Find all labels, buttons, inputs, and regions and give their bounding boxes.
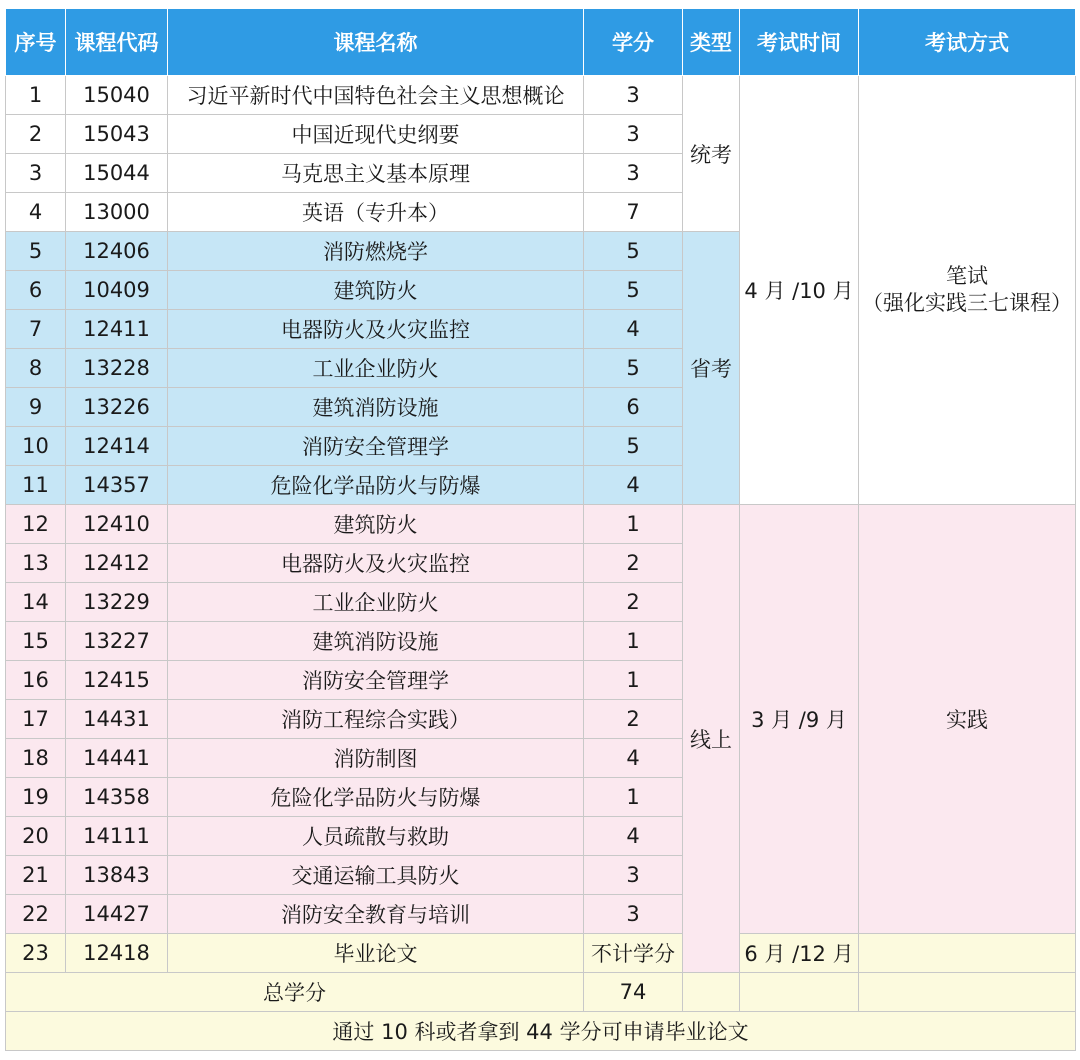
cell-name: 消防工程综合实践）: [168, 700, 584, 739]
cell-no: 19: [6, 778, 66, 817]
cell-credit: 2: [584, 544, 683, 583]
cell-code: 13843: [66, 856, 168, 895]
time-practice-cell: 3 月 /9 月: [740, 505, 859, 934]
cell-code: 14111: [66, 817, 168, 856]
cell-code: 14441: [66, 739, 168, 778]
cell-name: 电器防火及火灾监控: [168, 310, 584, 349]
table-row: [6, 76, 1076, 115]
total-empty-method: [859, 973, 1076, 1012]
cell-credit: 3: [584, 154, 683, 193]
cell-name: 消防安全管理学: [168, 661, 584, 700]
cell-code: 10409: [66, 271, 168, 310]
total-label: 总学分: [6, 973, 584, 1012]
cell-credit: 1: [584, 622, 683, 661]
total-value: 74: [584, 973, 683, 1012]
cell-code: 12415: [66, 661, 168, 700]
cell-credit: 3: [584, 76, 683, 115]
header-type: 类型: [683, 9, 740, 76]
header-name: 课程名称: [168, 9, 584, 76]
header-code: 课程代码: [66, 9, 168, 76]
cell-code: 14427: [66, 895, 168, 934]
cell-credit: 1: [584, 661, 683, 700]
cell-code: 15043: [66, 115, 168, 154]
cell-name: 电器防火及火灾监控: [168, 544, 584, 583]
cell-no: 17: [6, 700, 66, 739]
cell-no: 18: [6, 739, 66, 778]
cell-no: 3: [6, 154, 66, 193]
cell-no: 10: [6, 427, 66, 466]
cell-name: 建筑消防设施: [168, 388, 584, 427]
cell-no: 22: [6, 895, 66, 934]
cell-name: 消防燃烧学: [168, 232, 584, 271]
total-empty-type: [683, 973, 740, 1012]
cell-no: 11: [6, 466, 66, 505]
cell-no: 1: [6, 76, 66, 115]
cell-code: 14431: [66, 700, 168, 739]
cell-no: 6: [6, 271, 66, 310]
cell-name: 人员疏散与救助: [168, 817, 584, 856]
note-row: [6, 1012, 1076, 1051]
cell-credit: 5: [584, 349, 683, 388]
cell-code: 15044: [66, 154, 168, 193]
cell-name: 习近平新时代中国特色社会主义思想概论: [168, 76, 584, 115]
time-written-cell: 4 月 /10 月: [740, 76, 859, 505]
cell-name: 马克思主义基本原理: [168, 154, 584, 193]
cell-credit: 5: [584, 271, 683, 310]
cell-code: 12411: [66, 310, 168, 349]
cell-name: 毕业论文: [168, 934, 584, 973]
cell-credit: 2: [584, 583, 683, 622]
cell-name: 建筑防火: [168, 505, 584, 544]
cell-code: 12410: [66, 505, 168, 544]
time-thesis-cell: 6 月 /12 月: [740, 934, 859, 973]
cell-no: 13: [6, 544, 66, 583]
cell-credit: 3: [584, 115, 683, 154]
cell-no: 15: [6, 622, 66, 661]
header-row: [6, 9, 1076, 76]
cell-credit: 3: [584, 856, 683, 895]
cell-code: 12414: [66, 427, 168, 466]
cell-credit: 4: [584, 817, 683, 856]
type-unified-cell: 统考: [683, 76, 740, 232]
cell-credit: 1: [584, 778, 683, 817]
cell-code: 13228: [66, 349, 168, 388]
cell-credit: 5: [584, 427, 683, 466]
header-method: 考试方式: [859, 9, 1076, 76]
header-time: 考试时间: [740, 9, 859, 76]
cell-code: 12412: [66, 544, 168, 583]
cell-no: 4: [6, 193, 66, 232]
cell-name: 危险化学品防火与防爆: [168, 466, 584, 505]
cell-no: 2: [6, 115, 66, 154]
cell-name: 中国近现代史纲要: [168, 115, 584, 154]
method-written-line2: （强化实践三七课程）: [862, 291, 1072, 315]
cell-code: 12418: [66, 934, 168, 973]
cell-name: 工业企业防火: [168, 349, 584, 388]
cell-name: 英语（专升本）: [168, 193, 584, 232]
cell-code: 13000: [66, 193, 168, 232]
cell-code: 13229: [66, 583, 168, 622]
method-thesis-cell: [859, 934, 1076, 973]
footer-note: 通过 10 科或者拿到 44 学分可申请毕业论文: [6, 1012, 1076, 1051]
table-row: [6, 505, 1076, 544]
total-empty-time: [740, 973, 859, 1012]
cell-credit: 4: [584, 739, 683, 778]
cell-credit: 4: [584, 466, 683, 505]
cell-name: 工业企业防火: [168, 583, 584, 622]
total-row: [6, 973, 1076, 1012]
cell-no: 14: [6, 583, 66, 622]
cell-credit: 4: [584, 310, 683, 349]
cell-name: 建筑消防设施: [168, 622, 584, 661]
cell-code: 14358: [66, 778, 168, 817]
cell-credit: 不计学分: [584, 934, 683, 973]
cell-name: 建筑防火: [168, 271, 584, 310]
method-practice-cell: 实践: [859, 505, 1076, 934]
cell-code: 14357: [66, 466, 168, 505]
method-written-line1: 笔试: [946, 264, 988, 288]
cell-no: 5: [6, 232, 66, 271]
header-no: 序号: [6, 9, 66, 76]
cell-name: 消防安全教育与培训: [168, 895, 584, 934]
cell-no: 8: [6, 349, 66, 388]
cell-code: 13227: [66, 622, 168, 661]
cell-code: 13226: [66, 388, 168, 427]
cell-no: 12: [6, 505, 66, 544]
cell-name: 交通运输工具防火: [168, 856, 584, 895]
cell-no: 9: [6, 388, 66, 427]
cell-credit: 3: [584, 895, 683, 934]
cell-credit: 7: [584, 193, 683, 232]
cell-code: 12406: [66, 232, 168, 271]
cell-credit: 1: [584, 505, 683, 544]
cell-credit: 5: [584, 232, 683, 271]
cell-no: 7: [6, 310, 66, 349]
cell-name: 消防制图: [168, 739, 584, 778]
type-provincial-cell: 省考: [683, 232, 740, 505]
cell-credit: 2: [584, 700, 683, 739]
header-credit: 学分: [584, 9, 683, 76]
course-table: [5, 8, 1076, 1051]
cell-name: 危险化学品防火与防爆: [168, 778, 584, 817]
cell-name: 消防安全管理学: [168, 427, 584, 466]
cell-code: 15040: [66, 76, 168, 115]
method-written-cell: [859, 76, 1076, 505]
cell-no: 16: [6, 661, 66, 700]
cell-no: 21: [6, 856, 66, 895]
type-online-cell: 线上: [683, 505, 740, 973]
cell-credit: 6: [584, 388, 683, 427]
table-row: [6, 934, 1076, 973]
cell-no: 20: [6, 817, 66, 856]
cell-no: 23: [6, 934, 66, 973]
